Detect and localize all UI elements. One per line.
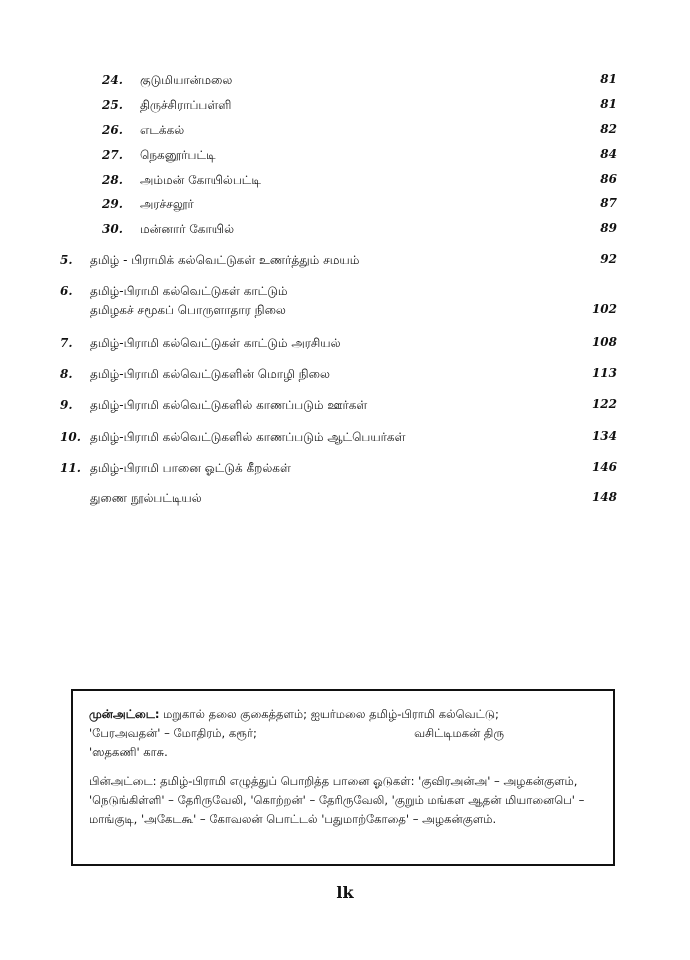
toc-title: நெகனூர்பட்டி (140, 148, 216, 162)
toc-number: 27. (102, 148, 123, 162)
toc-page: 84 (600, 147, 617, 161)
page-number-mark: lk (336, 883, 354, 902)
toc-page: 122 (591, 397, 617, 411)
toc-number: 28. (102, 173, 123, 187)
toc-title: திருச்சிராப்பள்ளி (140, 98, 232, 112)
toc-title: எடக்கல் (140, 123, 185, 137)
toc-page: 82 (600, 122, 617, 136)
toc-page: 134 (591, 429, 617, 443)
toc-number: 5. (60, 253, 73, 267)
cover-description-box (71, 689, 615, 866)
toc-title: குடுமியான்மலை (140, 73, 233, 87)
front-cover-note (89, 705, 597, 762)
toc-title: அம்மன் கோயில்பட்டி (140, 173, 261, 187)
toc-number: 26. (102, 123, 123, 137)
front-cover-line1: மறுகால் தலை குகைத்தளம்; ஐயர்மலை தமிழ்-பிராமி கல்வெட்டு; (163, 707, 499, 721)
front-cover-line2b: வசிட்டிமகன் திரு (414, 726, 504, 740)
toc-page: 146 (591, 460, 617, 474)
toc-title: தமிழ் - பிராமிக் கல்வெட்டுகள் உணர்த்தும் சமயம் (90, 253, 360, 267)
toc-title: அரச்சலூர் (140, 197, 194, 211)
toc-title: தமிழ்-பிராமி கல்வெட்டுகளில் காணப்படும் ஊர்கள் (90, 398, 368, 412)
toc-title: தமிழ்-பிராமி கல்வெட்டுகளில் காணப்படும் ஆட்பெயர்கள் (90, 430, 406, 444)
toc-number: 30. (102, 222, 123, 236)
toc-number: 24. (102, 73, 123, 87)
front-cover-label: முன்அட்டை: (89, 707, 160, 721)
front-cover-line3: 'ஸதகணி' காசு. (89, 745, 168, 759)
toc-page: 86 (600, 172, 617, 186)
toc-title: மன்னார் கோயில் (140, 222, 235, 236)
toc-number: 9. (60, 398, 73, 412)
back-cover-text: தமிழ்-பிராமி எழுத்துப் பொறித்த பானை ஓடுகள்: 'குவிரஅன்அ' – அழகன்குளம், 'நெடுங்கிள்ளி' – தேரிருவேலி, 'கொற்றன்' – தேரிருவேலி, 'குறும் மங்கள ஆதன் மியானைபெ' – மாங்குடி, 'அகேடகூ' – கோவலன் பொட்டல் 'பதுமாற்கோதை' – அழகன்குளம். (89, 774, 585, 826)
toc-number: 6. (60, 284, 73, 298)
back-cover-note (89, 772, 597, 829)
front-cover-line2a: 'பேரஅவதன்' – மோதிரம், கரூர்; (89, 726, 257, 740)
toc-title: தமிழ்-பிராமி கல்வெட்டுகளின் மொழி நிலை (90, 367, 330, 381)
toc-page: 148 (591, 490, 617, 504)
toc-number: 8. (60, 367, 73, 381)
toc-page: 92 (600, 252, 617, 266)
toc-page: 81 (600, 72, 617, 86)
toc-number: 7. (60, 336, 73, 350)
toc-number: 11. (60, 461, 81, 475)
back-cover-label: பின்அட்டை: (89, 774, 157, 788)
toc-number: 29. (102, 197, 123, 211)
toc-page: 87 (600, 196, 617, 210)
toc-number: 10. (60, 430, 81, 444)
toc-title: தமிழ்-பிராமி கல்வெட்டுகள் காட்டும் (90, 284, 288, 298)
toc-page: 102 (591, 302, 617, 316)
toc-page: 89 (600, 221, 617, 235)
toc-number: 25. (102, 98, 123, 112)
toc-title-line2: தமிழகச் சமூகப் பொருளாதார நிலை (90, 303, 286, 317)
toc-title: தமிழ்-பிராமி பானை ஓட்டுக் கீறல்கள் (90, 461, 291, 475)
toc-page: 108 (591, 335, 617, 349)
toc-title: தமிழ்-பிராமி கல்வெட்டுகள் காட்டும் அரசியல் (90, 336, 341, 350)
toc-page: 81 (600, 97, 617, 111)
toc-title: துணை நூல்பட்டியல் (90, 491, 202, 505)
toc-page: 113 (591, 366, 617, 380)
